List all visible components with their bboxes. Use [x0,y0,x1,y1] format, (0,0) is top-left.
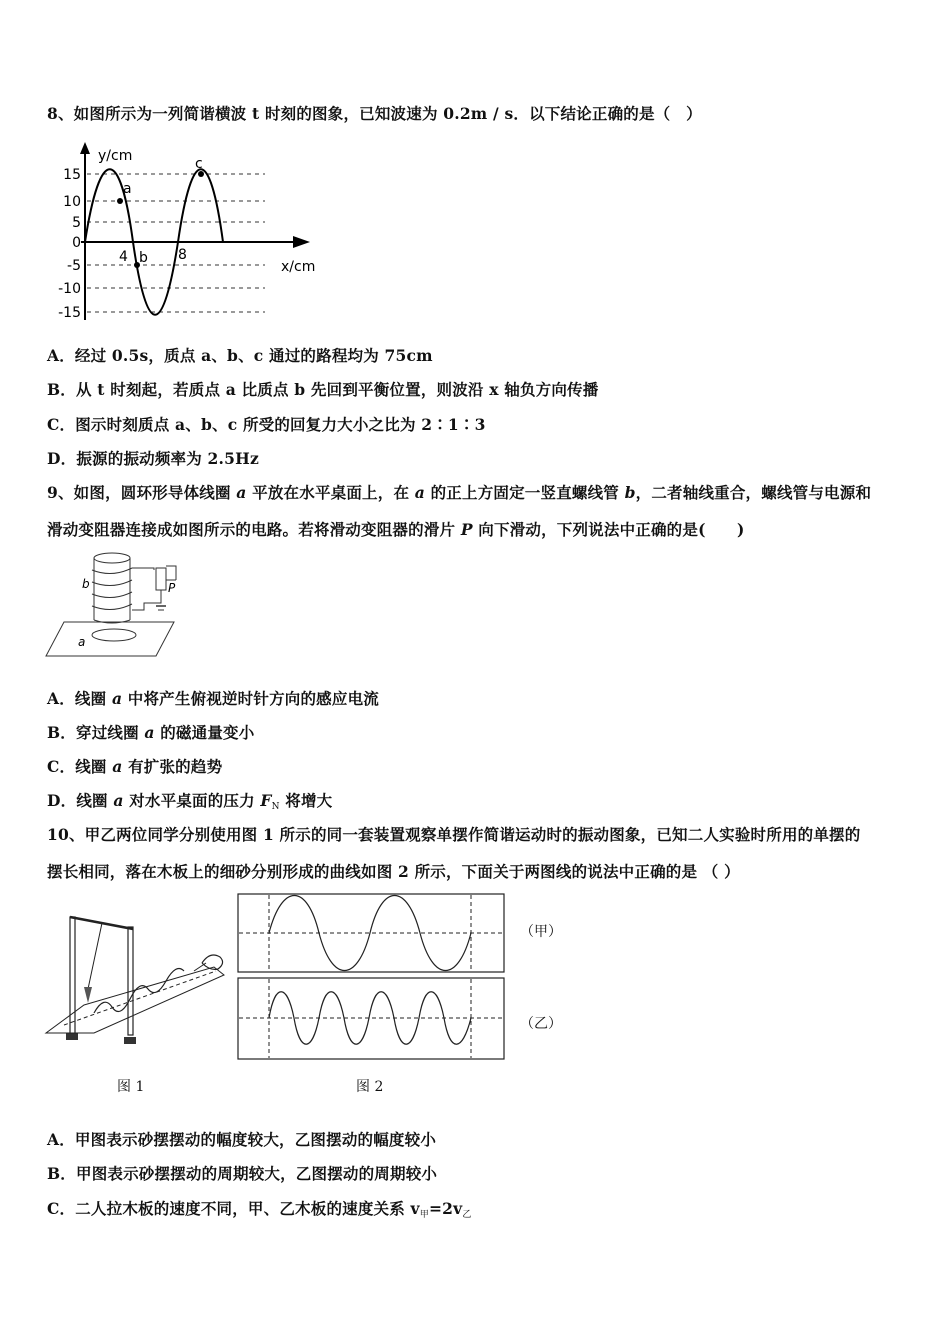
q10-option-a: A．甲图表示砂摆摆动的幅度较大，乙图摆动的幅度较小 [47,1130,437,1149]
label-c: c [195,156,203,172]
ytick: -5 [67,258,81,274]
trace-figure [237,893,507,1063]
point-a [117,198,123,204]
q10-stem-line2: 摆长相同，落在木板上的细砂分别形成的曲线如图 2 所示，下面关于两图线的说法中正确的是 （ ） [47,862,740,881]
label-b: b [82,577,90,591]
pendulum-apparatus [44,905,234,1055]
q8-option-d: D．振源的振动频率为 2.5Hz [47,449,259,468]
ytick: 15 [63,167,81,183]
xtick: 4 [119,249,128,265]
label-a: a [123,181,132,197]
q9-option-a: A．线圈 a 中将产生俯视逆时针方向的感应电流 [47,689,379,708]
wave-graph [45,140,335,325]
y-axis-label: y/cm [98,148,133,164]
ytick: -10 [58,281,81,297]
q8-option-b: B．从 t 时刻起，若质点 a 比质点 b 先回到平衡位置，则波沿 x 轴负方向传播 [47,380,599,399]
q8-option-c: C．图示时刻质点 a、b、c 所受的回复力大小之比为 2∶1∶3 [47,415,486,434]
label-P: P [168,581,176,595]
ytick: -15 [58,305,81,321]
q9-stem-line1: 9、如图，圆环形导体线圈 a 平放在水平桌面上，在 a 的正上方固定一竖直螺线管 b，二者轴线重合，螺线管与电源和 [47,483,872,502]
q8-stem: 8、如图所示为一列简谐横波 t 时刻的图象，已知波速为 0.2m / s．以下结论正确的是（ ） [47,104,702,123]
solenoid-figure [44,548,179,663]
q10-option-b: B．甲图表示砂摆摆动的周期较大，乙图摆动的周期较小 [47,1164,438,1183]
q9-stem-line2: 滑动变阻器连接成如图所示的电路。若将滑动变阻器的滑片 P 向下滑动，下列说法中正确的是( ) [47,520,745,539]
x-axis-label: x/cm [281,259,316,275]
q10-stem-line1: 10、甲乙两位同学分别使用图 1 所示的同一套装置观察单摆作简谐运动时的振动图象，已知二人实验时所用的单摆的 [47,825,861,844]
q9-option-c: C．线圈 a 有扩张的趋势 [47,757,223,776]
ytick: 0 [72,235,81,251]
q8-option-a: A．经过 0.5s，质点 a、b、c 通过的路程均为 75cm [47,346,433,365]
q9-option-d: D．线圈 a 对水平桌面的压力 FN 将增大 [47,791,333,812]
xtick: 8 [178,247,187,263]
ytick: 10 [63,194,81,210]
label-b: b [139,250,148,266]
fig1-caption: 图 1 [117,1079,145,1095]
label-jia: （甲） [520,924,562,940]
fig2-caption: 图 2 [356,1079,384,1095]
label-a: a [78,635,86,649]
q9-option-b: B．穿过线圈 a 的磁通量变小 [47,723,255,742]
ytick: 5 [72,215,81,231]
label-yi: （乙） [520,1016,562,1032]
q10-option-c: C．二人拉木板的速度不同，甲、乙木板的速度关系 v甲=2v乙 [47,1199,472,1220]
